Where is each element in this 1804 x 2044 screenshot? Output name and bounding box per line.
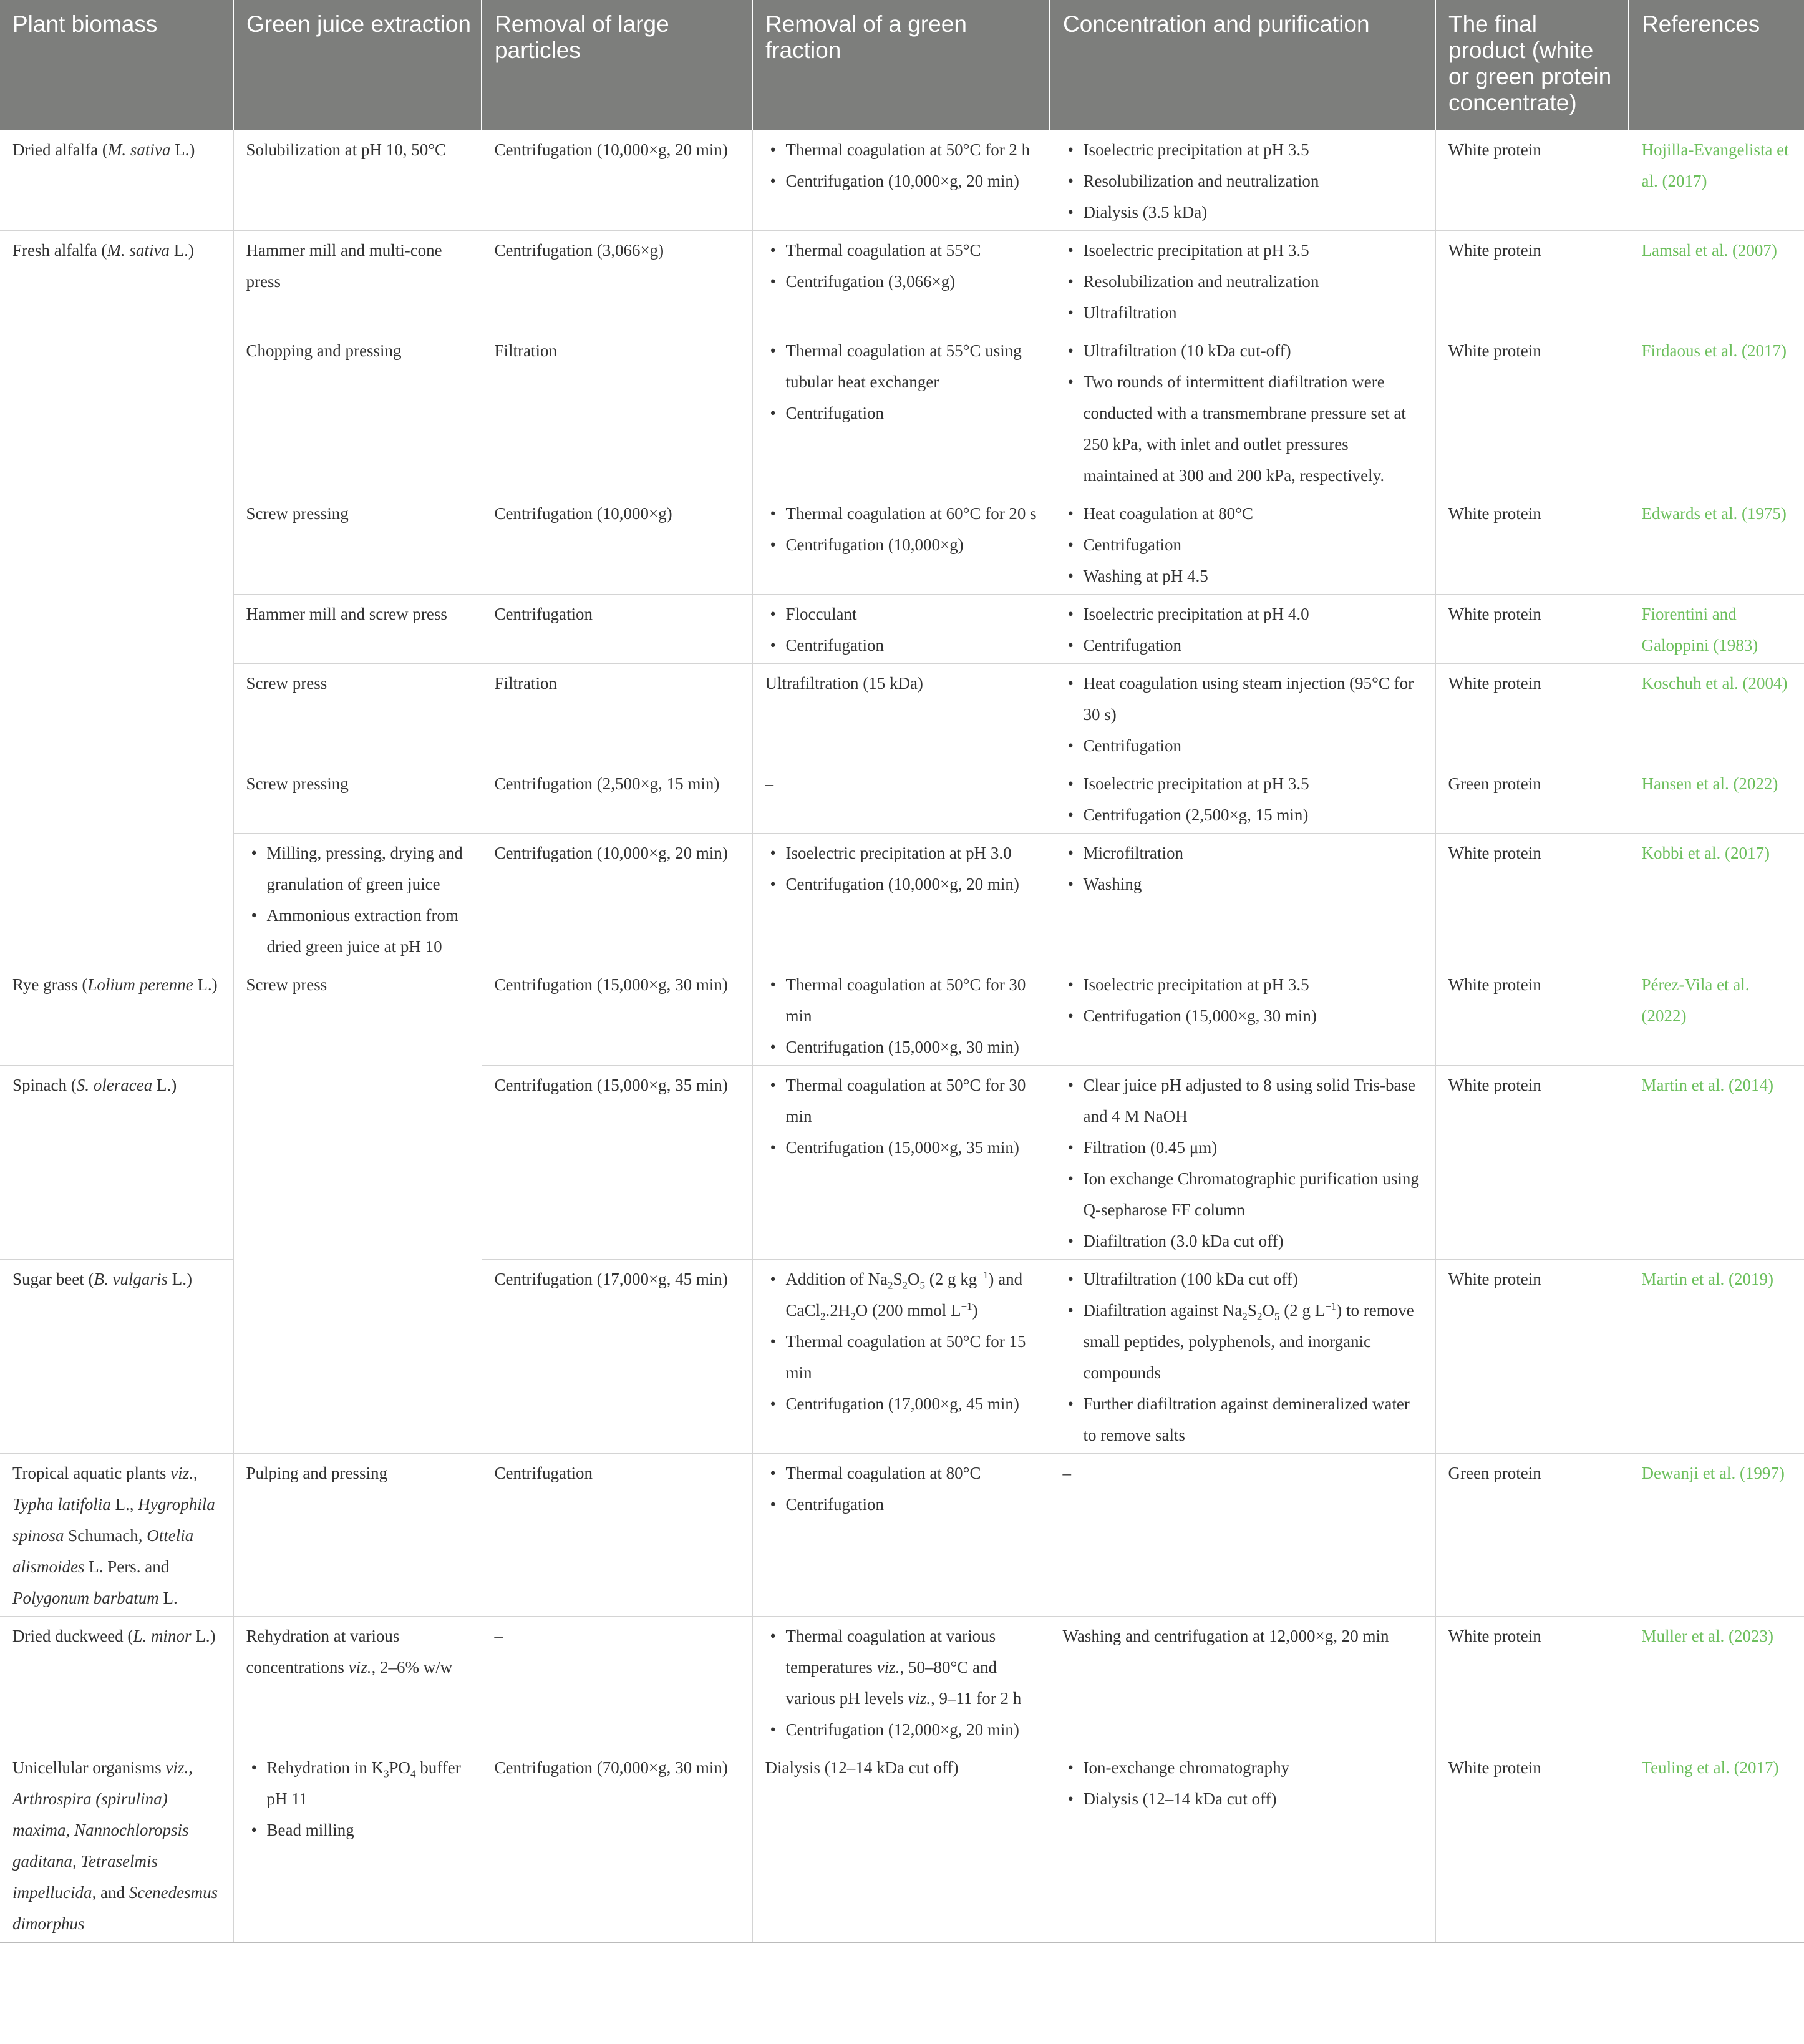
cell-large-particles: Centrifugation: [482, 595, 752, 664]
list-item: • Isoelectric precipitation at pH 3.5: [1084, 134, 1427, 165]
cell-concentration: [1050, 1748, 1435, 1943]
cell-product: White protein: [1435, 965, 1629, 1066]
species-name: Polygonum barbatum: [12, 1589, 159, 1607]
text: , 9–11 for 2 h: [930, 1689, 1022, 1708]
cell-concentration: [1050, 1066, 1435, 1260]
reference-link[interactable]: Hansen et al. (2022): [1641, 774, 1778, 793]
species-name: L. minor: [133, 1627, 192, 1645]
cell-reference: [1629, 231, 1804, 331]
cell-green-fraction: [752, 1454, 1050, 1617]
species-name: M. sativa: [107, 241, 170, 260]
table-row: [0, 494, 1804, 595]
header-final-product: The final product (white or green protein concentrate): [1435, 0, 1629, 130]
text: .2H: [825, 1301, 851, 1320]
list-item: • Bead milling: [267, 1814, 473, 1846]
cell-extraction: Screw pressing: [233, 764, 482, 834]
list-item: • Washing: [1084, 869, 1427, 900]
list-item: • Centrifugation (12,000×g, 20 min): [786, 1714, 1041, 1745]
list-item: • Ultrafiltration: [1084, 297, 1427, 328]
list-item: • Centrifugation (2,500×g, 15 min): [1084, 799, 1427, 830]
reference-link[interactable]: Koschuh et al. (2004): [1641, 674, 1788, 693]
cell-green-fraction: [752, 1260, 1050, 1454]
text: , 50–80°C and various pH levels: [785, 1658, 997, 1708]
table-row: [0, 664, 1804, 764]
list-item: [786, 1263, 1041, 1326]
reference-link[interactable]: Lamsal et al. (2007): [1641, 241, 1777, 260]
list-item: [267, 1752, 473, 1814]
cell-product: Green protein: [1435, 764, 1629, 834]
reference-link[interactable]: Firdaous et al. (2017): [1641, 341, 1787, 360]
table-row: [0, 1617, 1804, 1748]
reference-link[interactable]: Kobbi et al. (2017): [1641, 844, 1770, 862]
cell-biomass: [0, 1260, 233, 1454]
cell-green-fraction: Ultrafiltration (15 kDa): [752, 664, 1050, 764]
cell-concentration: [1050, 231, 1435, 331]
cell-concentration: [1050, 664, 1435, 764]
cell-concentration: [1050, 1260, 1435, 1454]
subscript: 5: [919, 1279, 926, 1292]
cell-concentration: Washing and centrifugation at 12,000×g, 20 min: [1050, 1617, 1435, 1748]
cell-reference: [1629, 834, 1804, 965]
cell-extraction: [233, 1617, 482, 1748]
list-item: • Centrifugation: [786, 630, 1041, 661]
cell-large-particles: Centrifugation (17,000×g, 45 min): [482, 1260, 752, 1454]
cell-reference: [1629, 130, 1804, 231]
italic-text: viz.: [348, 1658, 372, 1677]
text: S: [893, 1270, 903, 1288]
list-item: • Thermal coagulation at 50°C for 30 min: [786, 969, 1041, 1031]
header-concentration-purification: Concentration and purification: [1050, 0, 1435, 130]
text: Thermal coagulation at various temperatures: [785, 1627, 996, 1677]
cell-large-particles: Centrifugation (70,000×g, 30 min): [482, 1748, 752, 1943]
list-item: • Centrifugation (15,000×g, 30 min): [1084, 1000, 1427, 1031]
cell-product: White protein: [1435, 664, 1629, 764]
species-name: Nannochloropsis gaditana: [12, 1821, 189, 1871]
list-item: • Ion exchange Chromatographic purification using Q-sepharose FF column: [1084, 1163, 1427, 1225]
text: Rehydration at various concentrations: [246, 1627, 400, 1677]
text: Sugar beet (: [12, 1270, 94, 1288]
cell-reference: [1629, 1454, 1804, 1617]
cell-large-particles: Filtration: [482, 331, 752, 494]
text: ): [972, 1301, 978, 1320]
header-green-juice-extraction: Green juice extraction: [233, 0, 482, 130]
cell-biomass: [0, 1454, 233, 1617]
species-name: Hygrophila spinosa: [12, 1495, 215, 1545]
list-item: • Ultrafiltration (100 kDa cut off): [1084, 1263, 1427, 1295]
reference-link[interactable]: Muller et al. (2023): [1641, 1627, 1773, 1645]
text: Dried duckweed (: [12, 1627, 133, 1645]
list-item: [1084, 1295, 1427, 1388]
cell-biomass: [0, 1066, 233, 1260]
reference-link[interactable]: Fiorentini and Galoppini (1983): [1641, 605, 1758, 655]
cell-concentration: [1050, 965, 1435, 1066]
cell-green-fraction: –: [752, 764, 1050, 834]
cell-biomass: [0, 1617, 233, 1748]
cell-green-fraction: Dialysis (12–14 kDa cut off): [752, 1748, 1050, 1943]
species-name: Arthrospira (spirulina) maxima: [12, 1789, 168, 1839]
species-name: Tetraselmis impellucida: [12, 1852, 158, 1902]
cell-concentration: [1050, 130, 1435, 231]
list-item: • Heat coagulation at 80°C: [1084, 498, 1427, 529]
text: Fresh alfalfa (: [12, 241, 107, 260]
reference-link[interactable]: Hojilla-Evangelista et al. (2017): [1641, 140, 1789, 190]
text: L.): [193, 975, 218, 994]
subscript: 2: [1256, 1310, 1263, 1323]
reference-link[interactable]: Pérez-Vila et al. (2022): [1641, 975, 1750, 1025]
list-item: • Washing at pH 4.5: [1084, 560, 1427, 591]
cell-concentration: [1050, 595, 1435, 664]
list-item: • Heat coagulation using steam injection (95°C for 30 s): [1084, 668, 1427, 730]
list-item: • Centrifugation (15,000×g, 35 min): [786, 1132, 1041, 1163]
list-item: • Thermal coagulation at 50°C for 2 h: [786, 134, 1041, 165]
cell-biomass: [0, 130, 233, 231]
table-row: [0, 1748, 1804, 1943]
cell-concentration: [1050, 331, 1435, 494]
list-item: • Two rounds of intermittent diafiltration were conducted with a transmembrane pressure set at 250 kPa, with inlet and outlet pressures maintained at 300 and 200 kPa, respectively.: [1084, 366, 1427, 491]
text: PO: [389, 1758, 410, 1777]
cell-product: White protein: [1435, 834, 1629, 965]
header-removal-large-particles: Removal of large particles: [482, 0, 752, 130]
text: O (200 mmol L: [855, 1301, 961, 1320]
list-item: • Centrifugation (10,000×g, 20 min): [786, 165, 1041, 197]
cell-product: White protein: [1435, 1260, 1629, 1454]
species-name: Typha latifolia: [12, 1495, 111, 1514]
text: , 2–6% w/w: [371, 1658, 453, 1677]
text: ,: [188, 1758, 193, 1777]
cell-reference: [1629, 1066, 1804, 1260]
text: Rye grass (: [12, 975, 88, 994]
list-item: • Diafiltration (3.0 kDa cut off): [1084, 1225, 1427, 1257]
cell-large-particles: Centrifugation (2,500×g, 15 min): [482, 764, 752, 834]
subscript: 2: [1242, 1310, 1248, 1323]
list-item: • Dialysis (3.5 kDa): [1084, 197, 1427, 228]
superscript: −1: [977, 1269, 989, 1281]
text: ,: [65, 1821, 74, 1839]
cell-large-particles: Centrifugation (10,000×g, 20 min): [482, 130, 752, 231]
text: buffer pH 11: [266, 1758, 461, 1808]
list-item: • Centrifugation (15,000×g, 30 min): [786, 1031, 1041, 1063]
cell-extraction: Hammer mill and screw press: [233, 595, 482, 664]
list-item: • Microfiltration: [1084, 837, 1427, 869]
text: (2 g L: [1279, 1301, 1326, 1320]
species-name: S. oleracea: [76, 1076, 153, 1094]
reference-link[interactable]: Martin et al. (2014): [1641, 1076, 1773, 1094]
reference-link[interactable]: Teuling et al. (2017): [1641, 1758, 1779, 1777]
list-item: • Flocculant: [786, 598, 1041, 630]
cell-biomass: [0, 1748, 233, 1943]
cell-biomass: [0, 965, 233, 1066]
list-item: • Thermal coagulation at 80°C: [786, 1458, 1041, 1489]
list-item: • Ultrafiltration (10 kDa cut-off): [1084, 335, 1427, 366]
subscript: 2: [887, 1279, 893, 1292]
cell-extraction: Screw press: [233, 664, 482, 764]
cell-product: Green protein: [1435, 1454, 1629, 1617]
cell-concentration: [1050, 494, 1435, 595]
list-item: • Thermal coagulation at 60°C for 20 s: [786, 498, 1041, 529]
cell-green-fraction: [752, 965, 1050, 1066]
reference-link[interactable]: Dewanji et al. (1997): [1641, 1464, 1785, 1482]
cell-concentration: –: [1050, 1454, 1435, 1617]
text: O: [908, 1270, 920, 1288]
list-item: • Dialysis (12–14 kDa cut off): [1084, 1783, 1427, 1814]
header-references: References: [1629, 0, 1804, 130]
cell-reference: [1629, 664, 1804, 764]
cell-large-particles: Centrifugation (15,000×g, 30 min): [482, 965, 752, 1066]
table-row: [0, 965, 1804, 1066]
cell-extraction: [233, 834, 482, 965]
table-row: [0, 130, 1804, 231]
header-removal-green-fraction: Removal of a green fraction: [752, 0, 1050, 130]
subscript: 5: [1274, 1310, 1280, 1323]
text: Diafiltration against: [1083, 1301, 1223, 1320]
text: L.): [152, 1076, 177, 1094]
list-item: • Centrifugation (3,066×g): [786, 266, 1041, 297]
list-item: • Ion-exchange chromatography: [1084, 1752, 1427, 1783]
cell-product: White protein: [1435, 1617, 1629, 1748]
text: L.,: [110, 1495, 138, 1514]
cell-large-particles: –: [482, 1617, 752, 1748]
cell-large-particles: Centrifugation (10,000×g): [482, 494, 752, 595]
list-item: [786, 1620, 1041, 1714]
text: , and: [92, 1883, 129, 1902]
superscript: −1: [961, 1300, 972, 1312]
text: L.): [170, 140, 195, 159]
text: ,: [72, 1852, 81, 1871]
table-row: [0, 764, 1804, 834]
text: Dried alfalfa (: [12, 140, 108, 159]
italic-text: viz.: [165, 1758, 189, 1777]
cell-product: White protein: [1435, 1748, 1629, 1943]
list-item: • Thermal coagulation at 55°C: [786, 235, 1041, 266]
cell-large-particles: Centrifugation (3,066×g): [482, 231, 752, 331]
cell-reference: [1629, 764, 1804, 834]
species-name: Scenedesmus dimorphus: [12, 1883, 218, 1933]
italic-text: viz.: [908, 1689, 931, 1708]
list-item: • Clear juice pH adjusted to 8 using solid Tris-base and 4 M NaOH: [1084, 1069, 1427, 1132]
cell-product: White protein: [1435, 130, 1629, 231]
text: Rehydration in K: [266, 1758, 384, 1777]
cell-reference: [1629, 1260, 1804, 1454]
cell-green-fraction: [752, 494, 1050, 595]
table-row: [0, 231, 1804, 331]
cell-reference: [1629, 595, 1804, 664]
list-item: • Resolubilization and neutralization: [1084, 165, 1427, 197]
list-item: • Centrifugation (10,000×g): [786, 529, 1041, 560]
cell-green-fraction: [752, 595, 1050, 664]
list-item: • Centrifugation: [1084, 529, 1427, 560]
cell-extraction: Solubilization at pH 10, 50°C: [233, 130, 482, 231]
text: (2 g kg: [925, 1270, 977, 1288]
list-item: • Filtration (0.45 μm): [1084, 1132, 1427, 1163]
table-row: [0, 331, 1804, 494]
list-item: • Further diafiltration against demineralized water to remove salts: [1084, 1388, 1427, 1451]
cell-reference: [1629, 494, 1804, 595]
text: Addition of: [785, 1270, 868, 1288]
cell-large-particles: Centrifugation (15,000×g, 35 min): [482, 1066, 752, 1260]
text: Schumach,: [64, 1526, 147, 1545]
list-item: • Ammonious extraction from dried green juice at pH 10: [267, 900, 473, 962]
cell-green-fraction: [752, 331, 1050, 494]
cell-extraction: Hammer mill and multi-cone press: [233, 231, 482, 331]
cell-product: White protein: [1435, 331, 1629, 494]
species-name: Ottelia alismoides: [12, 1526, 194, 1576]
text: ,: [193, 1464, 198, 1482]
text: L.): [191, 1627, 216, 1645]
list-item: • Centrifugation: [1084, 630, 1427, 661]
species-name: M. sativa: [107, 140, 171, 159]
cell-extraction: Screw press: [233, 965, 482, 1454]
italic-text: viz.: [876, 1658, 900, 1677]
subscript: 4: [410, 1768, 416, 1780]
cell-product: White protein: [1435, 494, 1629, 595]
species-name: B. vulgaris: [94, 1270, 168, 1288]
cell-product: White protein: [1435, 595, 1629, 664]
list-item: • Centrifugation: [786, 397, 1041, 429]
superscript: −1: [1325, 1300, 1337, 1312]
list-item: • Centrifugation (10,000×g, 20 min): [786, 869, 1041, 900]
text: Tropical aquatic plants: [12, 1464, 171, 1482]
list-item: • Centrifugation: [786, 1489, 1041, 1520]
cell-product: White protein: [1435, 231, 1629, 331]
cell-large-particles: Centrifugation: [482, 1454, 752, 1617]
list-item: • Isoelectric precipitation at pH 3.5: [1084, 768, 1427, 799]
subscript: 2: [850, 1310, 856, 1323]
cell-extraction: Pulping and pressing: [233, 1454, 482, 1617]
text: O: [1262, 1301, 1274, 1320]
text: Unicellular organisms: [12, 1758, 166, 1777]
table-header-row: [0, 0, 1804, 130]
cell-biomass: [0, 231, 233, 965]
cell-reference: [1629, 331, 1804, 494]
list-item: • Thermal coagulation at 50°C for 15 min: [786, 1326, 1041, 1388]
table-row: [0, 595, 1804, 664]
subscript: 2: [902, 1279, 908, 1292]
reference-link[interactable]: Edwards et al. (1975): [1641, 504, 1787, 523]
text: ) to remove small peptides, polyphenols, and inorganic compounds: [1083, 1301, 1414, 1382]
cell-green-fraction: [752, 130, 1050, 231]
cell-concentration: [1050, 834, 1435, 965]
text: L.): [167, 1270, 192, 1288]
list-item: • Centrifugation (17,000×g, 45 min): [786, 1388, 1041, 1419]
cell-green-fraction: [752, 231, 1050, 331]
cell-green-fraction: [752, 1066, 1050, 1260]
text: L.: [158, 1589, 178, 1607]
list-item: • Thermal coagulation at 55°C using tubular heat exchanger: [786, 335, 1041, 397]
text: ) and CaCl: [785, 1270, 1023, 1320]
cell-product: White protein: [1435, 1066, 1629, 1260]
table-row: [0, 1454, 1804, 1617]
list-item: • Isoelectric precipitation at pH 4.0: [1084, 598, 1427, 630]
list-item: • Centrifugation: [1084, 730, 1427, 761]
cell-concentration: [1050, 764, 1435, 834]
cell-reference: [1629, 1748, 1804, 1943]
cell-reference: [1629, 1617, 1804, 1748]
italic-text: viz.: [170, 1464, 193, 1482]
text: Na: [868, 1270, 888, 1288]
text: L.): [169, 241, 194, 260]
subscript: 3: [383, 1768, 389, 1780]
cell-reference: [1629, 965, 1804, 1066]
text: Spinach (: [12, 1076, 77, 1094]
cell-green-fraction: [752, 1617, 1050, 1748]
reference-link[interactable]: Martin et al. (2019): [1641, 1270, 1773, 1288]
text: S: [1247, 1301, 1257, 1320]
text: Na: [1222, 1301, 1243, 1320]
cell-large-particles: Centrifugation (10,000×g, 20 min): [482, 834, 752, 965]
cell-green-fraction: [752, 834, 1050, 965]
list-item: • Isoelectric precipitation at pH 3.0: [786, 837, 1041, 869]
list-item: • Thermal coagulation at 50°C for 30 min: [786, 1069, 1041, 1132]
table-row: [0, 834, 1804, 965]
cell-extraction: Screw pressing: [233, 494, 482, 595]
cell-extraction: [233, 1748, 482, 1943]
species-name: Lolium perenne: [87, 975, 193, 994]
cell-extraction: Chopping and pressing: [233, 331, 482, 494]
subscript: 2: [820, 1310, 826, 1323]
list-item: • Resolubilization and neutralization: [1084, 266, 1427, 297]
header-plant-biomass: Plant biomass: [0, 0, 233, 130]
text: L. Pers. and: [84, 1557, 170, 1576]
cell-large-particles: Filtration: [482, 664, 752, 764]
list-item: • Milling, pressing, drying and granulation of green juice: [267, 837, 473, 900]
list-item: • Isoelectric precipitation at pH 3.5: [1084, 969, 1427, 1000]
list-item: • Isoelectric precipitation at pH 3.5: [1084, 235, 1427, 266]
